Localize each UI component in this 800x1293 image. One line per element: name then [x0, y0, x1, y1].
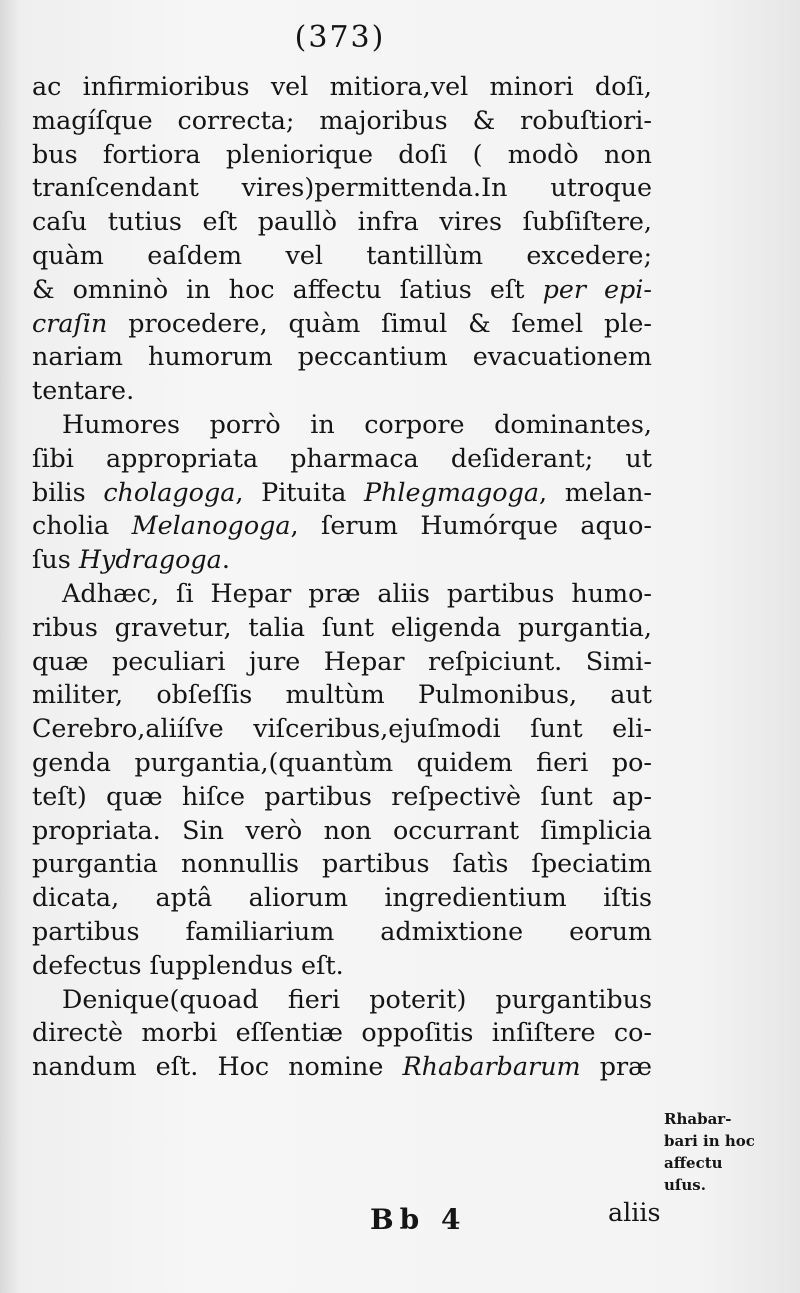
text-segment: partibus familiarium admixtione eorum	[32, 915, 652, 946]
text-segment: Adhæc, ſi Hepar præ aliis partibus humo-	[62, 577, 652, 608]
body-text	[32, 70, 652, 1084]
text-line	[32, 138, 652, 172]
text-segment: dicata, aptâ aliorum ingredientium iſtis	[32, 882, 652, 913]
text-line	[32, 847, 652, 881]
text-segment: directè morbi eſſentiæ oppoſitis inſiſtere co-	[32, 1017, 652, 1048]
text-segment: , Pituita	[235, 476, 364, 507]
text-segment: nariam humorum peccantium evacuationem	[32, 341, 652, 372]
text-line	[32, 543, 652, 577]
text-line	[32, 509, 652, 543]
text-line	[32, 780, 652, 814]
text-segment: Denique(quoad fieri poterit) purgantibus	[62, 983, 652, 1014]
page-number: (373)	[294, 20, 386, 55]
text-segment: nandum eſt. Hoc nomine	[32, 1051, 403, 1082]
text-segment: tranſcendant vires)permittenda.In utroque	[32, 172, 652, 203]
text-line	[32, 340, 652, 374]
text-segment: ac infirmioribus vel mitiora,vel minori doſi,	[32, 71, 652, 101]
text-line	[32, 171, 652, 205]
italic-text: craſin	[32, 307, 108, 338]
text-line	[32, 205, 652, 239]
text-segment: , melan-	[538, 476, 652, 507]
text-line	[32, 1016, 652, 1050]
margin-note-line: uſus.	[664, 1176, 706, 1194]
italic-text: Phlegmagoga	[364, 476, 539, 507]
margin-note-line: bari in hoc	[664, 1132, 755, 1150]
text-segment: teſt) quæ hiſce partibus reſpectivè ſunt ap-	[32, 780, 652, 811]
text-line	[32, 442, 652, 476]
text-segment: cholia	[32, 510, 132, 541]
text-line	[32, 476, 652, 510]
text-segment: defectus ſupplendus eſt.	[32, 949, 344, 980]
text-segment: militer, obſeſſis multùm Pulmonibus, aut	[32, 679, 652, 710]
text-line	[32, 712, 652, 746]
signature-mark: Bb 4	[370, 1203, 467, 1236]
text-line	[32, 239, 652, 273]
text-line	[32, 949, 652, 983]
text-line	[32, 104, 652, 138]
text-segment: Cerebro,aliíſve viſceribus,ejuſmodi ſunt eli-	[32, 713, 652, 744]
text-line	[32, 1050, 652, 1084]
text-segment: Humores porrò in corpore dominantes,	[62, 408, 652, 439]
text-segment: bilis	[32, 476, 104, 507]
text-line	[32, 814, 652, 848]
text-line	[32, 374, 652, 408]
margin-note-line: affectu	[664, 1154, 723, 1172]
margin-note-line: Rhabar-	[664, 1110, 732, 1128]
text-segment: purgantia nonnullis partibus ſatìs ſpeciatim	[32, 848, 652, 879]
text-segment: procedere, quàm ſimul & ſemel ple-	[107, 307, 652, 338]
italic-text: per epi-	[542, 273, 652, 304]
text-line	[32, 915, 652, 949]
text-segment: ſibi appropriata pharmaca deſiderant; ut	[32, 442, 652, 473]
text-segment: genda purgantia,(quantùm quidem fieri po-	[32, 746, 652, 777]
italic-text: cholagoga	[103, 476, 236, 507]
text-segment: .	[221, 544, 230, 575]
text-line	[32, 611, 652, 645]
text-segment: ſus	[32, 544, 79, 575]
text-line	[32, 746, 652, 780]
text-segment: magíſque correcta; majoribus & robuſtiori-	[32, 104, 652, 135]
text-line	[32, 577, 652, 611]
text-line	[32, 307, 652, 341]
text-segment: caſu tutius eſt paullò infra vires ſubſiſtere,	[32, 206, 652, 237]
text-line	[32, 881, 652, 915]
catchword: aliis	[608, 1197, 661, 1227]
text-segment: quàm eaſdem vel tantillùm excedere;	[32, 239, 652, 270]
text-line	[32, 408, 652, 442]
text-segment: tentare.	[32, 375, 135, 406]
text-segment: præ	[580, 1051, 652, 1082]
italic-text: Melanogoga	[131, 510, 291, 541]
text-segment: quæ peculiari jure Hepar reſpiciunt. Simi-	[32, 645, 652, 676]
text-segment: ribus gravetur, talia ſunt eligenda purgantia,	[32, 611, 652, 642]
text-line	[32, 983, 652, 1017]
text-line	[32, 273, 652, 307]
text-line	[32, 70, 652, 104]
italic-text: Hydragoga	[78, 544, 222, 575]
text-line	[32, 678, 652, 712]
text-segment: , ſerum Humórque aquo-	[290, 510, 652, 541]
text-segment: bus fortiora pleniorique doſi ( modò non	[32, 138, 652, 169]
text-segment: & omninò in hoc affectu ſatius eſt	[32, 273, 543, 304]
text-line	[32, 645, 652, 679]
italic-text: Rhabarbarum	[402, 1051, 581, 1082]
text-segment: propriata. Sin verò non occurrant ſimplicia	[32, 814, 652, 845]
margin-note	[664, 1108, 794, 1196]
